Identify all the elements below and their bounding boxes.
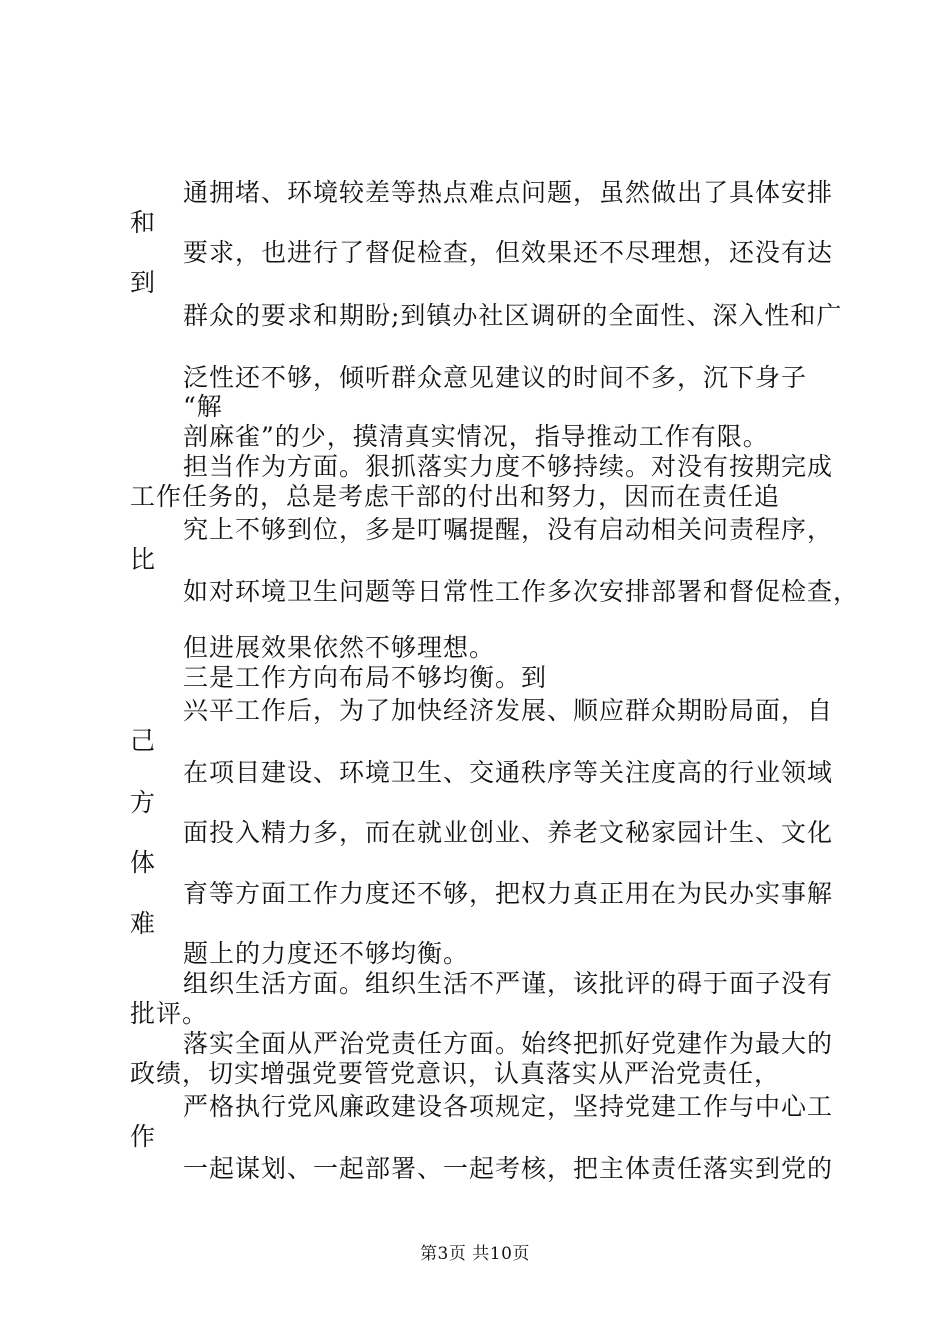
text-line: 工作任务的，总是考虑干部的付出和努力，因而在责任追 xyxy=(130,482,781,511)
text-line: “解 xyxy=(183,392,223,421)
text-line: 通拥堵、环境较差等热点难点问题，虽然做出了具体安排 xyxy=(183,178,834,207)
text-line: 三是工作方向布局不够均衡。到 xyxy=(183,663,548,692)
text-line: 泛性还不够，倾听群众意见建议的时间不多，沉下身子 xyxy=(183,363,808,392)
text-line: 严格执行党风廉政建设各项规定，坚持党建工作与中心工 xyxy=(183,1092,834,1121)
text-line: 题上的力度还不够均衡。 xyxy=(183,939,470,968)
text-line: 组织生活方面。组织生活不严谨，该批评的碍于面子没有 xyxy=(183,969,834,998)
text-line: 担当作为方面。狠抓落实力度不够持续。对没有按期完成 xyxy=(183,452,834,481)
text-line: 剖麻雀”的少，摸清真实情况，指导推动工作有限。 xyxy=(183,422,769,451)
text-line: 难 xyxy=(130,909,157,938)
text-line: 体 xyxy=(130,848,157,877)
text-line: 己 xyxy=(130,726,157,755)
text-line: 方 xyxy=(130,788,157,817)
text-line: 育等方面工作力度还不够，把权力真正用在为民办实事解 xyxy=(183,879,834,908)
text-line: 批评。 xyxy=(130,999,209,1028)
text-line: 一起谋划、一起部署、一起考核，把主体责任落实到党的 xyxy=(183,1154,834,1183)
text-line: 到 xyxy=(130,268,157,297)
text-line: 要求，也进行了督促检查，但效果还不尽理想，还没有达 xyxy=(183,238,834,267)
text-line: 但进展效果依然不够理想。 xyxy=(183,633,496,662)
text-line: 落实全面从严治党责任方面。始终把抓好党建作为最大的 xyxy=(183,1029,834,1058)
text-line: 政绩，切实增强党要管党意识，认真落实从严治党责任， xyxy=(130,1059,781,1088)
text-line: 和 xyxy=(130,208,157,237)
text-line: 比 xyxy=(130,545,157,574)
text-line: 作 xyxy=(130,1122,157,1151)
text-line: 在项目建设、环境卫生、交通秩序等关注度高的行业领域 xyxy=(183,758,834,787)
text-line: 兴平工作后，为了加快经济发展、顺应群众期盼局面，自 xyxy=(183,696,834,725)
text-line: 群众的要求和期盼;到镇办社区调研的全面性、深入性和广 xyxy=(183,301,843,330)
page-number-footer: 第3页 共10页 xyxy=(420,1244,530,1264)
text-line: 面投入精力多，而在就业创业、养老文秘家园计生、文化 xyxy=(183,818,834,847)
text-line: 究上不够到位，多是叮嘱提醒，没有启动相关问责程序， xyxy=(183,515,834,544)
text-line: 如对环境卫生问题等日常性工作多次安排部署和督促检查， xyxy=(183,577,860,606)
